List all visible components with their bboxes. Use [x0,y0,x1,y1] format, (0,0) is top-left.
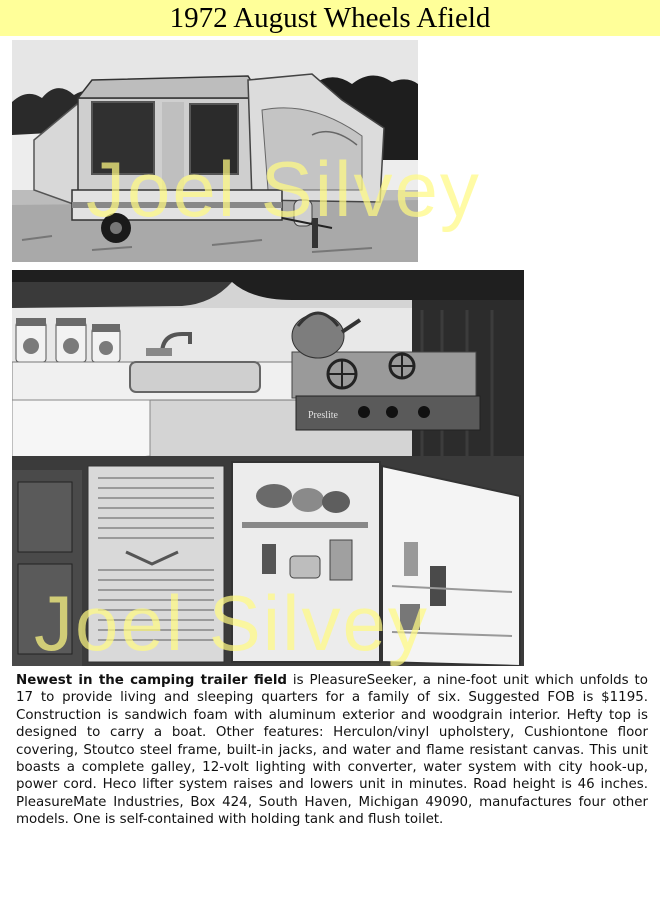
watermark-top: Joel Silvey [86,145,481,233]
camper-trailer-photo [12,40,418,262]
stove-brand-label: Preslite [308,410,338,421]
page-title: 1972 August Wheels Afield [0,0,660,36]
watermark-bottom: Joel Silvey [34,579,429,667]
caption-body: is PleasureSeeker, a nine-foot unit which unfolds to 17 to provide living and sleeping quarters for a family of six. Suggested FOB is $1195. Construction is sandwich foam with aluminum exterior and woodgrain interior. Hefty top is designed to carry a boat. Other features: Herculon/vinyl upholstery, Cushiontone floor covering, Stoutco steel frame, built-in jacks, and water and flame resistant canvas. This unit boasts a complete galley, 12-volt lighting with converter, water system with city hook-up, power cord. Heco lifter system raises and lowers unit in minutes. Road height is 46 inches. PleasureMate Industries, Box 424, South Haven, Michigan 49090, manufactures four other models. One is self-contained with holding tank and flush toilet. [16,673,648,828]
article-caption [16,672,648,829]
caption-lead: Newest in the camping trailer field [16,673,288,688]
galley-interior-photo [12,270,524,666]
